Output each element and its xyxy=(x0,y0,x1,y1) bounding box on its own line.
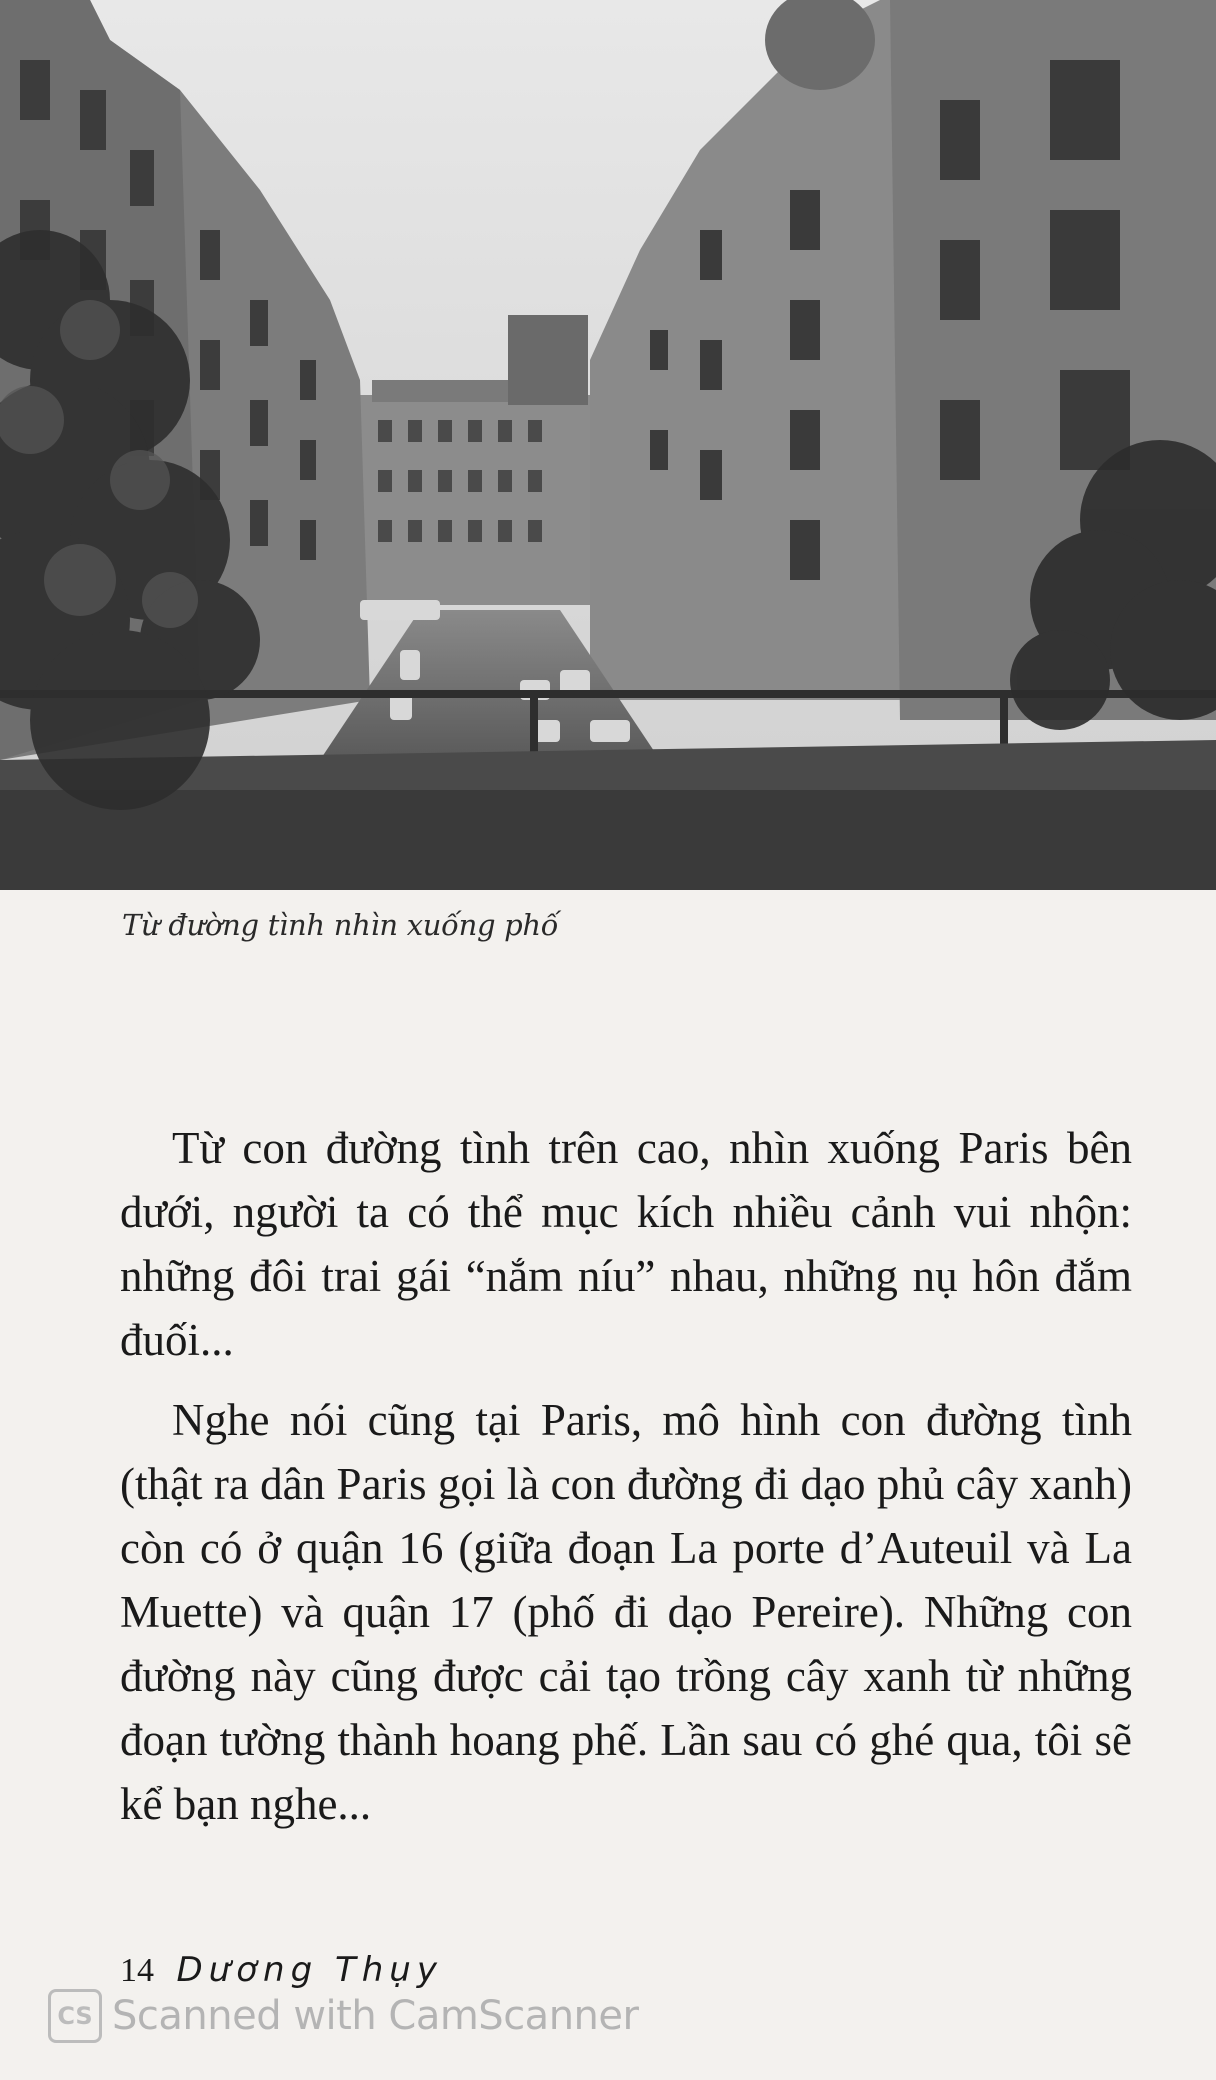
watermark-text: Scanned with CamScanner xyxy=(112,1993,639,2039)
page-number: 14 xyxy=(120,1952,154,1989)
paragraph: Nghe nói cũng tại Paris, mô hình con đường tình (thật ra dân Paris gọi là con đường đi dạo phủ cây xanh) còn có ở quận 16 (giữa đoạn La porte d’Auteuil và La Muette) và quận 17 (phố đi dạo Pereire). Những con đường này cũng được cải tạo trồng cây xanh từ những đoạn tường thành hoang phế. Lần sau có ghé qua, tôi sẽ kể bạn nghe... xyxy=(120,1395,1132,1829)
street-photo xyxy=(0,0,1216,890)
paragraph: Từ con đường tình trên cao, nhìn xuống Paris bên dưới, người ta có thể mục kích nhiều cảnh vui nhộn: những đôi trai gái “nắm níu” nhau, những nụ hôn đắm đuối... xyxy=(120,1123,1132,1365)
camscanner-watermark xyxy=(48,1988,638,2044)
photo-caption: Từ đường tình nhìn xuống phố xyxy=(122,908,559,942)
author-name: Dương Thụy xyxy=(176,1950,443,1990)
body-text xyxy=(120,1116,1132,1852)
camscanner-logo-icon: CS xyxy=(48,1989,102,2043)
page-footer xyxy=(120,1950,443,1990)
